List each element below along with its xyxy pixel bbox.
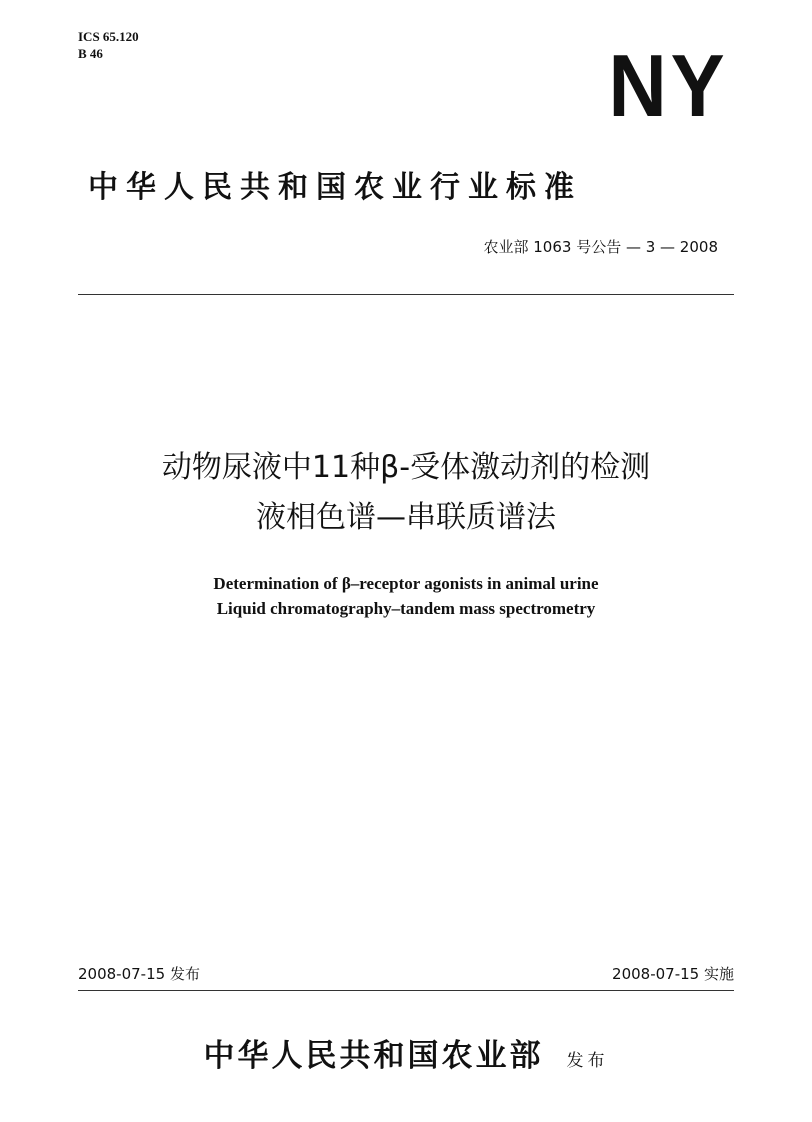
document-number: 农业部 1063 号公告 — 3 — 2008 — [483, 238, 718, 256]
standard-category-title: 中华人民共和国农业行业标准 — [88, 170, 582, 205]
issue-date: 2008-07-15 发布 — [78, 965, 200, 983]
publisher-line — [0, 1030, 812, 1075]
top-divider — [78, 294, 734, 295]
ccs-code: B 46 — [78, 46, 103, 61]
publisher-action: 发布 — [566, 1051, 609, 1071]
standard-mark-logo: NY — [608, 36, 728, 135]
ics-code: ICS 65.120 — [78, 29, 139, 44]
english-title-line-2: Liquid chromatography–tandem mass spectrometry — [216, 599, 596, 618]
classification-codes — [78, 28, 139, 62]
publisher-name: 中华人民共和国农业部 — [203, 1038, 544, 1074]
implementation-date: 2008-07-15 实施 — [612, 965, 734, 983]
bottom-divider — [78, 990, 734, 991]
english-title-line-1: Determination of β–receptor agonists in animal urine — [213, 574, 599, 593]
chinese-title-line-2: 液相色谱—串联质谱法 — [256, 500, 556, 535]
chinese-title-line-1: 动物尿液中11种β-受体激动剂的检测 — [161, 450, 651, 485]
